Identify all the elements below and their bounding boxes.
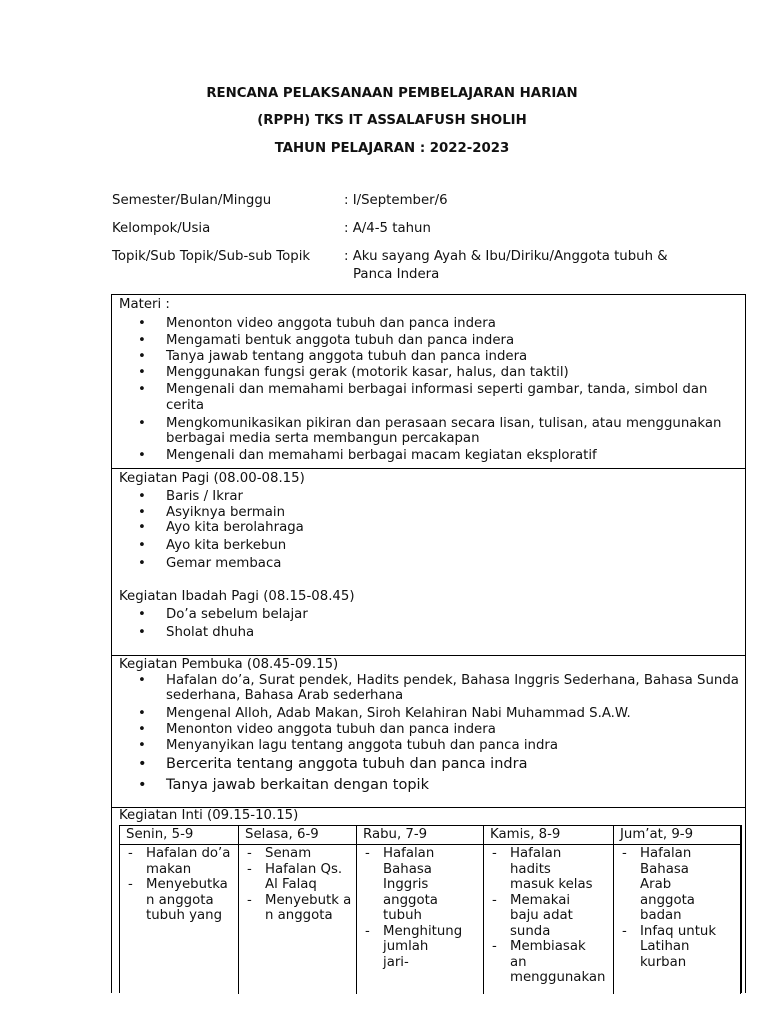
meta-kelompok (112, 221, 431, 236)
list-item: • Ayo kita berolahraga (138, 520, 743, 535)
meta-value: : A/4-5 tahun (344, 221, 431, 236)
day-column-senin (120, 826, 239, 994)
day-column-jumat (614, 826, 741, 994)
day-header: Senin, 5-9 (120, 826, 238, 845)
pembuka-heading: Kegiatan Pembuka (08.45-09.15) (119, 657, 339, 672)
list-item: - Hafalan do’a makan (127, 846, 235, 877)
day-header: Rabu, 7-9 (357, 826, 483, 845)
list-item: • Menyanyikan lagu tentang anggota tubuh dan panca indra (138, 738, 743, 753)
meta-value: : Aku sayang Ayah & Ibu/Diriku/Anggota tubuh & (344, 249, 668, 264)
list-item: • Menggunakan fungsi gerak (motorik kasar, halus, dan taktil) (138, 365, 743, 380)
kegiatan-pagi-section (111, 468, 746, 656)
materi-section (111, 294, 746, 469)
list-item: • Bercerita tentang anggota tubuh dan panca indra (138, 756, 743, 773)
list-item: - Menyebutka n anggota tubuh yang (127, 877, 235, 924)
list-item: • Mengamati bentuk anggota tubuh dan panca indera (138, 333, 743, 348)
list-item: - Membiasak an menggunakan (491, 939, 599, 986)
list-item: - Hafalan Bahasa Inggris anggota tubuh (364, 846, 458, 924)
meta-value: : I/September/6 (344, 193, 448, 208)
ibadah-heading: Kegiatan Ibadah Pagi (08.15-08.45) (119, 589, 355, 604)
list-item: • Menonton video anggota tubuh dan panca indera (138, 316, 743, 331)
list-item: • Do’a sebelum belajar (138, 607, 743, 622)
day-header: Selasa, 6-9 (239, 826, 356, 845)
list-item: • Sholat dhuha (138, 625, 743, 640)
list-item: - Hafalan Qs. Al Falaq (246, 862, 353, 893)
list-item: • Mengenali dan memahami berbagai informasi seperti gambar, tanda, simbol dan cerita (138, 382, 743, 414)
meta-label: Kelompok/Usia (112, 221, 211, 236)
day-items (491, 846, 606, 986)
list-item: - Senam (246, 846, 353, 862)
list-item: • Hafalan do’a, Surat pendek, Hadits pendek, Bahasa Inggris Sederhana, Bahasa Sunda sederhana, Bahasa Arab sederhana (138, 673, 743, 703)
meta-semester (112, 193, 448, 208)
pagi-heading: Kegiatan Pagi (08.00-08.15) (119, 471, 305, 486)
list-item: • Gemar membaca (138, 556, 743, 571)
list-item: - Infaq untuk Latihan kurban (621, 924, 720, 971)
pembuka-list (138, 673, 743, 794)
list-item: - Hafalan Bahasa Arab anggota badan (621, 846, 720, 924)
list-item: • Asyiknya bermain (138, 505, 743, 520)
day-header: Kamis, 8-9 (484, 826, 613, 845)
meta-label: Topik/Sub Topik/Sub-sub Topik (112, 249, 311, 264)
meta-label: Semester/Bulan/Minggu (112, 193, 272, 208)
list-item: • Menonton video anggota tubuh dan panca indera (138, 722, 743, 737)
list-item: - Menyebutk a n anggota (246, 893, 353, 924)
list-item: - Hafalan hadits masuk kelas (491, 846, 599, 893)
day-column-selasa (239, 826, 357, 994)
list-item: • Ayo kita berkebun (138, 538, 743, 553)
list-item: • Mengenal Alloh, Adab Makan, Siroh Kelahiran Nabi Muhammad S.A.W. (138, 706, 743, 721)
day-header: Jum’at, 9-9 (614, 826, 740, 845)
list-item: • Mengenali dan memahami berbagai macam kegiatan eksploratif (138, 448, 743, 463)
doc-title-line2: (RPPH) TKS IT ASSALAFUSH SHOLIH (257, 113, 527, 128)
list-item: • Baris / Ikrar (138, 489, 743, 504)
day-column-kamis (484, 826, 614, 994)
inti-heading: Kegiatan Inti (09.15-10.15) (119, 808, 299, 823)
pagi-list (138, 489, 743, 571)
day-items (246, 846, 353, 924)
ibadah-list (138, 607, 743, 640)
doc-title-line1: RENCANA PELAKSANAAN PEMBELAJARAN HARIAN (206, 86, 578, 101)
list-item: • Mengkomunikasikan pikiran dan perasaan secara lisan, tulisan, atau menggunakan berbagai media serta membangun percakapan (138, 416, 743, 446)
list-item: - Memakai baju adat sunda (491, 893, 599, 940)
day-items (621, 846, 720, 970)
meta-value-cont: Panca Indera (353, 267, 440, 282)
list-item: • Tanya jawab berkaitan dengan topik (138, 777, 743, 794)
kegiatan-pembuka-section (111, 655, 746, 808)
day-items (127, 846, 235, 924)
day-items (364, 846, 463, 970)
list-item: • Tanya jawab tentang anggota tubuh dan panca indera (138, 349, 743, 364)
doc-title-line3: TAHUN PELAJARAN : 2022-2023 (274, 141, 510, 156)
materi-heading: Materi : (119, 297, 170, 312)
meta-topik (112, 249, 752, 282)
day-column-rabu (357, 826, 484, 994)
weekly-schedule-table (119, 825, 742, 993)
materi-list (138, 316, 743, 463)
list-item: - Menghitung jumlah jari- (364, 924, 458, 971)
